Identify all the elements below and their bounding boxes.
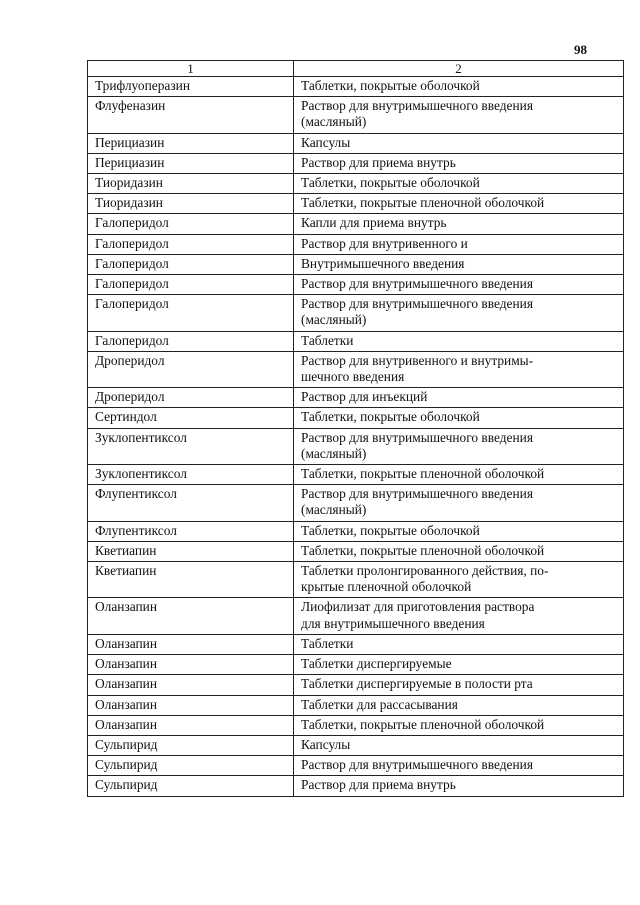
table-row bbox=[88, 655, 624, 675]
drug-name-cell bbox=[88, 776, 294, 796]
dosage-form: Раствор для внутривенного и внутримы- шечного введения bbox=[301, 352, 534, 385]
drug-name-cell bbox=[88, 254, 294, 274]
table-row bbox=[88, 275, 624, 295]
dosage-form-cell bbox=[294, 465, 624, 485]
dosage-form-cell bbox=[294, 77, 624, 97]
dosage-form: Раствор для внутримышечного введения (масляный) bbox=[301, 486, 533, 518]
dosage-form-cell bbox=[294, 485, 624, 521]
drug-name-cell bbox=[88, 756, 294, 776]
table-row bbox=[88, 695, 624, 715]
dosage-form: Лиофилизат для приготовления раствора для внутримышечного введения bbox=[301, 599, 535, 631]
table-row bbox=[88, 77, 624, 97]
drug-name: Сульпирид bbox=[95, 736, 158, 752]
dosage-form-cell bbox=[294, 331, 624, 351]
dosage-form: Раствор для внутримышечного введения (масляный) bbox=[301, 98, 533, 130]
drug-name: Тиоридазин bbox=[95, 195, 163, 211]
table-row bbox=[88, 428, 624, 464]
drug-name-cell bbox=[88, 77, 294, 97]
dosage-form-cell bbox=[294, 562, 624, 598]
drug-name: Кветиапин bbox=[95, 563, 157, 579]
drug-name-cell bbox=[88, 485, 294, 521]
dosage-form-cell bbox=[294, 541, 624, 561]
dosage-form-cell bbox=[294, 153, 624, 173]
dosage-form-cell bbox=[294, 275, 624, 295]
dosage-form: Таблетки, покрытые оболочкой bbox=[301, 409, 480, 425]
table-row bbox=[88, 214, 624, 234]
table-row bbox=[88, 295, 624, 331]
table-row bbox=[88, 97, 624, 133]
dosage-form-cell bbox=[294, 254, 624, 274]
table-row bbox=[88, 735, 624, 755]
table-row bbox=[88, 153, 624, 173]
drug-name: Флупентиксол bbox=[95, 522, 177, 538]
dosage-form-cell bbox=[294, 194, 624, 214]
drug-name: Тиоридазин bbox=[95, 175, 163, 191]
drug-table bbox=[87, 60, 624, 797]
drug-name-cell bbox=[88, 331, 294, 351]
table-row bbox=[88, 254, 624, 274]
dosage-form-cell bbox=[294, 428, 624, 464]
dosage-form-cell bbox=[294, 675, 624, 695]
drug-name: Оланзапин bbox=[95, 696, 158, 712]
dosage-form: Таблетки bbox=[301, 332, 354, 348]
table-row bbox=[88, 485, 624, 521]
drug-name-cell bbox=[88, 428, 294, 464]
table-row bbox=[88, 562, 624, 598]
drug-name: Зуклопентиксол bbox=[95, 429, 187, 445]
dosage-form: Таблетки, покрытые пленочной оболочкой bbox=[301, 542, 545, 558]
dosage-form-cell bbox=[294, 715, 624, 735]
table-row bbox=[88, 351, 624, 387]
page-number: 98 bbox=[574, 42, 587, 57]
dosage-form-cell bbox=[294, 634, 624, 654]
drug-name: Сульпирид bbox=[95, 757, 158, 773]
drug-name: Галоперидол bbox=[95, 215, 169, 231]
drug-name-cell bbox=[88, 562, 294, 598]
dosage-form: Таблетки, покрытые оболочкой bbox=[301, 522, 480, 538]
table-body bbox=[88, 77, 624, 797]
drug-name-cell bbox=[88, 465, 294, 485]
table-row bbox=[88, 234, 624, 254]
drug-name-cell bbox=[88, 655, 294, 675]
dosage-form: Раствор для приема внутрь bbox=[301, 154, 456, 170]
dosage-form-cell bbox=[294, 735, 624, 755]
table-row bbox=[88, 675, 624, 695]
dosage-form: Таблетки для рассасывания bbox=[301, 696, 458, 712]
drug-name-cell bbox=[88, 408, 294, 428]
drug-name: Флупентиксол bbox=[95, 486, 177, 502]
drug-name-cell bbox=[88, 521, 294, 541]
drug-name-cell bbox=[88, 634, 294, 654]
dosage-form: Таблетки диспергируемые в полости рта bbox=[301, 676, 533, 692]
table-row bbox=[88, 776, 624, 796]
drug-name: Оланзапин bbox=[95, 676, 158, 692]
drug-name-cell bbox=[88, 133, 294, 153]
drug-name: Галоперидол bbox=[95, 332, 169, 348]
drug-name-cell bbox=[88, 97, 294, 133]
drug-name: Оланзапин bbox=[95, 656, 158, 672]
drug-name-cell bbox=[88, 715, 294, 735]
drug-name: Дроперидол bbox=[95, 352, 165, 368]
dosage-form: Капсулы bbox=[301, 134, 351, 150]
drug-name: Сертиндол bbox=[95, 409, 157, 425]
dosage-form: Внутримышечного введения bbox=[301, 255, 465, 271]
dosage-form-cell bbox=[294, 295, 624, 331]
dosage-form: Таблетки, покрытые оболочкой bbox=[301, 78, 480, 93]
table-row bbox=[88, 634, 624, 654]
dosage-form-cell bbox=[294, 695, 624, 715]
drug-name-cell bbox=[88, 214, 294, 234]
table-row bbox=[88, 174, 624, 194]
dosage-form: Таблетки диспергируемые bbox=[301, 656, 452, 672]
dosage-form-cell bbox=[294, 133, 624, 153]
table-row bbox=[88, 715, 624, 735]
dosage-form-cell bbox=[294, 388, 624, 408]
dosage-form: Таблетки bbox=[301, 635, 354, 651]
dosage-form-cell bbox=[294, 598, 624, 634]
dosage-form-cell bbox=[294, 97, 624, 133]
dosage-form: Раствор для внутримышечного введения (масляный) bbox=[301, 296, 533, 328]
drug-name: Галоперидол bbox=[95, 276, 169, 292]
table-row bbox=[88, 598, 624, 634]
dosage-form: Капсулы bbox=[301, 736, 351, 752]
dosage-form-cell bbox=[294, 351, 624, 387]
drug-name: Оланзапин bbox=[95, 599, 158, 615]
drug-name: Флуфеназин bbox=[95, 98, 166, 114]
drug-name: Перициазин bbox=[95, 134, 165, 150]
drug-name: Галоперидол bbox=[95, 296, 169, 312]
drug-name-cell bbox=[88, 153, 294, 173]
drug-name-cell bbox=[88, 295, 294, 331]
drug-name-cell bbox=[88, 541, 294, 561]
column-header-1: 1 bbox=[88, 61, 294, 77]
drug-name-cell bbox=[88, 695, 294, 715]
dosage-form: Раствор для внутримышечного введения bbox=[301, 757, 533, 773]
dosage-form: Таблетки, покрытые пленочной оболочкой bbox=[301, 716, 545, 732]
dosage-form: Таблетки, покрытые пленочной оболочкой bbox=[301, 195, 545, 211]
table-header-row bbox=[88, 61, 624, 77]
drug-name-cell bbox=[88, 275, 294, 295]
dosage-form-cell bbox=[294, 776, 624, 796]
table-row bbox=[88, 133, 624, 153]
drug-name: Зуклопентиксол bbox=[95, 466, 187, 482]
dosage-form: Таблетки, покрытые оболочкой bbox=[301, 175, 480, 191]
drug-name: Сульпирид bbox=[95, 777, 158, 793]
dosage-form-cell bbox=[294, 214, 624, 234]
table-row bbox=[88, 408, 624, 428]
table-row bbox=[88, 756, 624, 776]
table-row bbox=[88, 465, 624, 485]
dosage-form: Таблетки пролонгированного действия, по- крытые пленочной оболочкой bbox=[301, 563, 549, 595]
drug-name: Оланзапин bbox=[95, 635, 158, 651]
table-row bbox=[88, 541, 624, 561]
drug-name-cell bbox=[88, 598, 294, 634]
dosage-form-cell bbox=[294, 174, 624, 194]
table-row bbox=[88, 331, 624, 351]
drug-name-cell bbox=[88, 194, 294, 214]
drug-name-cell bbox=[88, 351, 294, 387]
drug-name: Галоперидол bbox=[95, 255, 169, 271]
drug-name: Трифлуоперазин bbox=[95, 78, 190, 93]
dosage-form: Раствор для приема внутрь bbox=[301, 777, 456, 793]
dosage-form: Таблетки, покрытые пленочной оболочкой bbox=[301, 466, 545, 482]
drug-name-cell bbox=[88, 735, 294, 755]
dosage-form-cell bbox=[294, 521, 624, 541]
drug-name-cell bbox=[88, 174, 294, 194]
drug-name: Оланзапин bbox=[95, 716, 158, 732]
drug-name: Галоперидол bbox=[95, 235, 169, 251]
dosage-form: Раствор для внутримышечного введения bbox=[301, 276, 533, 292]
drug-name: Кветиапин bbox=[95, 542, 157, 558]
column-header-2: 2 bbox=[294, 61, 624, 77]
table-row bbox=[88, 194, 624, 214]
table-row bbox=[88, 521, 624, 541]
dosage-form-cell bbox=[294, 655, 624, 675]
drug-name: Перициазин bbox=[95, 154, 165, 170]
drug-name-cell bbox=[88, 388, 294, 408]
dosage-form-cell bbox=[294, 234, 624, 254]
drug-name: Дроперидол bbox=[95, 389, 165, 405]
drug-name-cell bbox=[88, 234, 294, 254]
dosage-form: Раствор для внутримышечного введения (масляный) bbox=[301, 429, 533, 461]
dosage-form: Капли для приема внутрь bbox=[301, 215, 447, 231]
dosage-form: Раствор для инъекций bbox=[301, 389, 428, 405]
table-row bbox=[88, 388, 624, 408]
dosage-form: Раствор для внутривенного и bbox=[301, 235, 468, 251]
dosage-form-cell bbox=[294, 408, 624, 428]
dosage-form-cell bbox=[294, 756, 624, 776]
drug-name-cell bbox=[88, 675, 294, 695]
